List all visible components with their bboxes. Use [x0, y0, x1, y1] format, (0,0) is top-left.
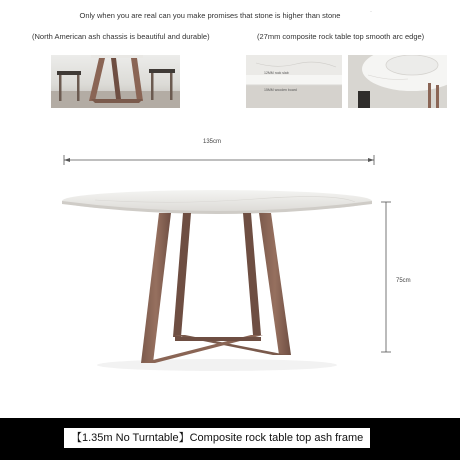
top-photo-illustration [348, 55, 447, 108]
caption-chassis: (North American ash chassis is beautiful and durable) [32, 32, 210, 41]
caption-table-top: (27mm composite rock table top smooth arc edge) [257, 32, 425, 41]
rock-slab-label: 12MM rock slab [264, 71, 289, 75]
slab-detail-illustration [246, 55, 342, 108]
base-photo-illustration [51, 55, 180, 108]
decorative-dot: · [370, 9, 372, 15]
headline: Only when you are real can you make promises that stone is higher than stone [79, 11, 341, 20]
product-title: 【1.35m No Turntable】Composite rock table top ash frame [64, 428, 370, 448]
wooden-board-label: 15MM wooden board [264, 88, 297, 92]
thumbnail-slab-detail [246, 55, 342, 108]
height-dimension-line [378, 198, 394, 358]
thumbnail-base-photo [51, 55, 180, 108]
width-label: 135cm [203, 139, 222, 145]
width-dimension-line [60, 150, 380, 170]
round-table-illustration [55, 185, 380, 375]
thumbnail-top-photo [348, 55, 447, 108]
height-label: 75cm [396, 278, 411, 284]
